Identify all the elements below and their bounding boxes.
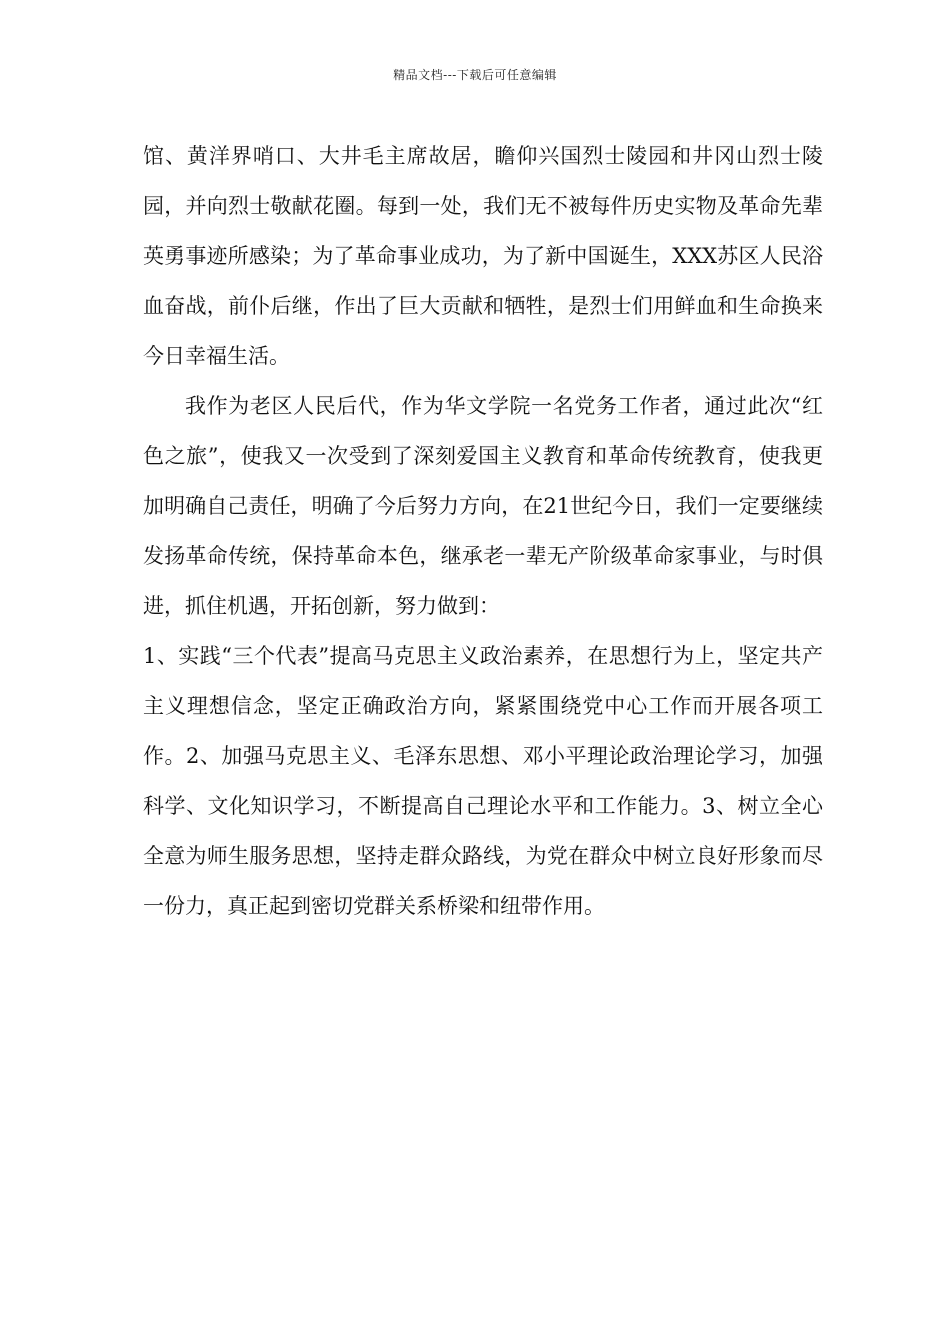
document-body: [143, 131, 823, 931]
paragraph-3: 1、实践“三个代表”提高马克思主义政治素养，在思想行为上，坚定共产主义理想信念，坚定正确政治方向，紧紧围绕党中心工作而开展各项工作。2、加强马克思主义、毛泽东思想、邓小平理论政治理论学习，加强科学、文化知识学习，不断提高自己理论水平和工作能力。3、树立全心全意为师生服务思想，坚持走群众路线，为党在群众中树立良好形象而尽一份力，真正起到密切党群关系桥梁和纽带作用。: [143, 644, 823, 918]
page-header: 精品文档---下载后可任意编辑: [393, 68, 557, 82]
paragraph-2: 我作为老区人民后代，作为华文学院一名党务工作者，通过此次“红色之旅”，使我又一次受到了深刻爱国主义教育和革命传统教育，使我更加明确自己责任，明确了今后努力方向，在21世纪今日，我们一定要继续发扬革命传统，保持革命本色，继承老一辈无产阶级革命家事业，与时俱进，抓住机遇，开拓创新，努力做到：: [143, 394, 823, 618]
paragraph-1: 馆、黄洋界哨口、大井毛主席故居，瞻仰兴国烈士陵园和井冈山烈士陵园，并向烈士敬献花圈。每到一处，我们无不被每件历史实物及革命先辈英勇事迹所感染；为了革命事业成功，为了新中国诞生，XXX苏区人民浴血奋战，前仆后继，作出了巨大贡献和牺牲，是烈士们用鲜血和生命换来今日幸福生活。: [143, 144, 823, 368]
